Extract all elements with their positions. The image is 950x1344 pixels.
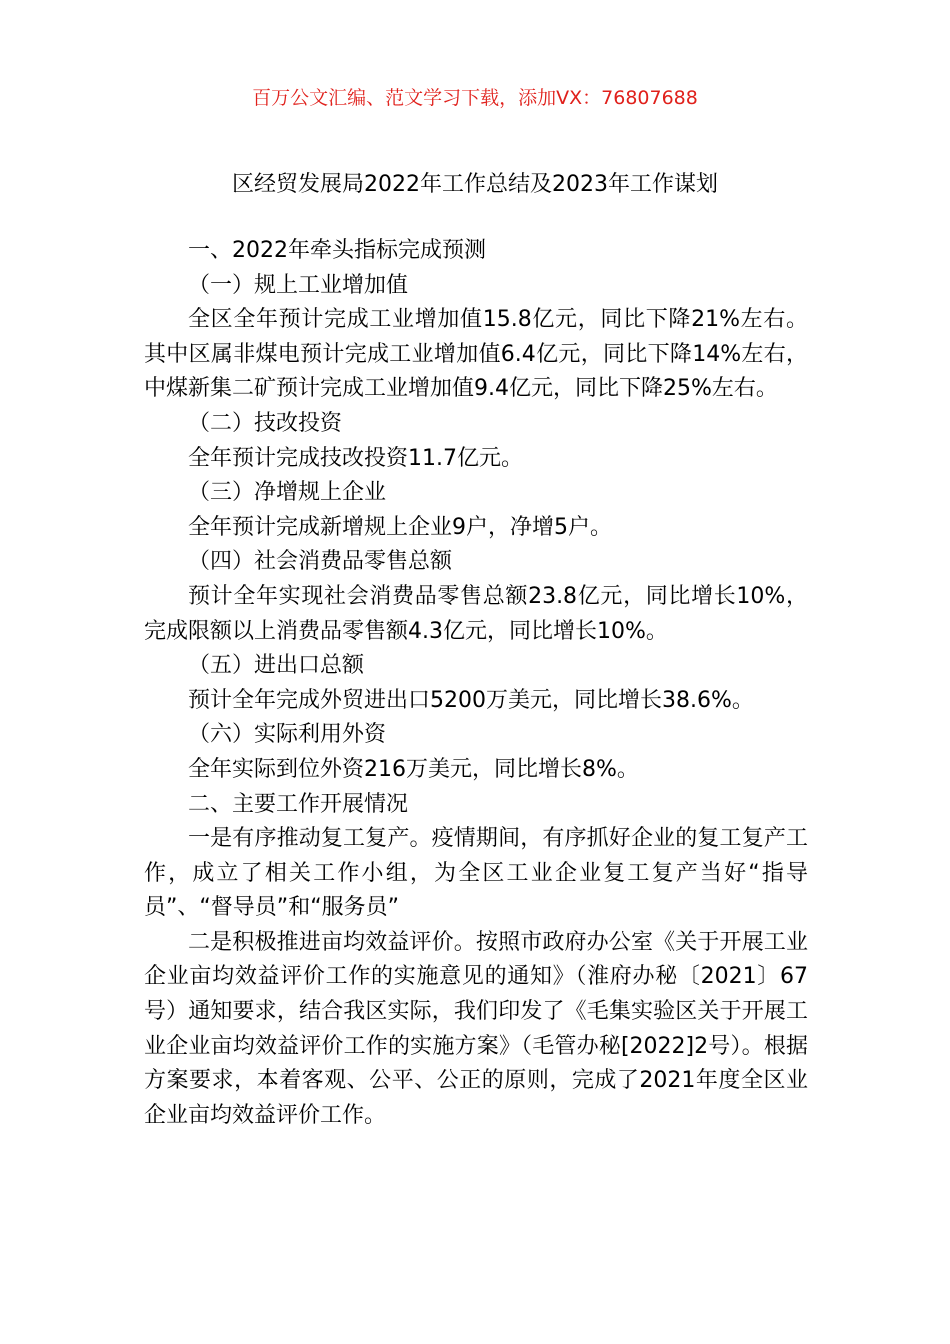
- subsection-heading-3: （三）净增规上企业: [188, 480, 387, 506]
- paragraph-new-enterprises: 全年预计完成新增规上企业9户，净增5户。: [188, 514, 612, 540]
- paragraph-mu-benefit-evaluation: 二是积极推进亩均效益评价。按照市政府办公室《关于开展工业企业亩均效益评价工作的实施意见的通知》（淮府办秘〔2021〕67号）通知要求，结合我区实际，我们印发了《毛集实验区关于开展工业企业亩均效益评价工作的实施方案》（毛管办秘[2022]2号）。根据方案要求，本着客观、公平、公正的原则，完成了2021年度全区业企业亩均效益评价工作。: [144, 929, 808, 1128]
- document-title: 区经贸发展局2022年工作总结及2023年工作谋划: [232, 172, 718, 197]
- section-heading-1: 一、2022年牵头指标完成预测: [188, 238, 486, 263]
- section-heading-2: 二、主要工作开展情况: [188, 791, 409, 817]
- subsection-heading-6: （六）实际利用外资: [188, 722, 387, 748]
- subsection-heading-1: （一）规上工业增加值: [188, 272, 409, 298]
- subsection-heading-2: （二）技改投资: [188, 410, 343, 436]
- paragraph-foreign-investment: 全年实际到位外资216万美元，同比增长8%。: [188, 756, 639, 782]
- paragraph-import-export: 预计全年完成外贸进出口5200万美元，同比增长38.6%。: [188, 687, 754, 713]
- subsection-heading-4: （四）社会消费品零售总额: [188, 549, 453, 575]
- subsection-heading-5: （五）进出口总额: [188, 653, 365, 679]
- promo-banner: 百万公文汇编、范文学习下载，添加VX：76807688: [252, 87, 698, 109]
- paragraph-resume-work: 一是有序推动复工复产。疫情期间，有序抓好企业的复工复产工作，成立了相关工作小组，为全区工业企业复工复产当好“指导员”、“督导员”和“服务员”: [144, 826, 808, 921]
- paragraph-tech-investment: 全年预计完成技改投资11.7亿元。: [188, 445, 523, 471]
- paragraph-retail-sales: 预计全年实现社会消费品零售总额23.8亿元，同比增长10%，完成限额以上消费品零售额4.3亿元，同比增长10%。: [144, 583, 808, 644]
- document-body: [144, 234, 808, 1133]
- paragraph-industrial-value: 全区全年预计完成工业增加值15.8亿元，同比下降21%左右。其中区属非煤电预计完成工业增加值6.4亿元，同比下降14%左右，中煤新集二矿预计完成工业增加值9.4亿元，同比下降25%左右。: [144, 307, 808, 402]
